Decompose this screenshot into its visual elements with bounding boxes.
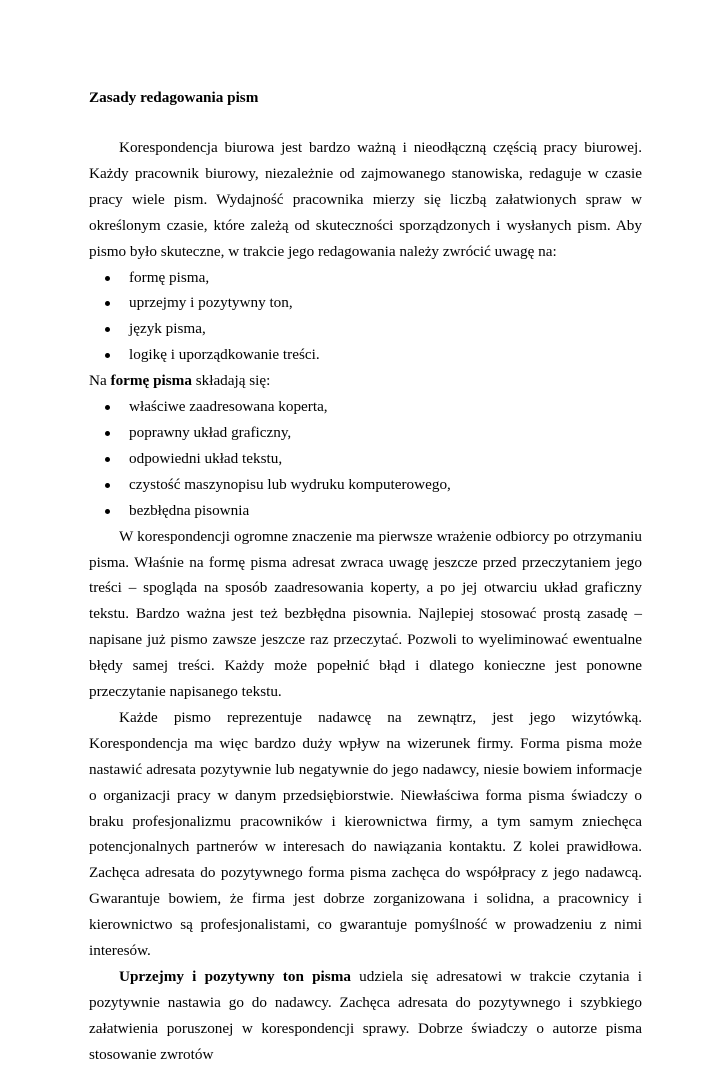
list-item: bezbłędna pisownia bbox=[89, 498, 642, 524]
bullet-icon bbox=[105, 353, 110, 358]
tone-bold-term: Uprzejmy i pozytywny ton pisma bbox=[119, 968, 351, 985]
form-elements-list bbox=[89, 394, 642, 524]
list-item: właściwe zaadresowana koperta, bbox=[89, 394, 642, 420]
list-item: język pisma, bbox=[89, 316, 642, 342]
document-title: Zasady redagowania pism bbox=[89, 89, 259, 106]
list-item: odpowiedni układ tekstu, bbox=[89, 446, 642, 472]
bullet-icon bbox=[105, 483, 110, 488]
list-item: logikę i uporządkowanie treści. bbox=[89, 342, 642, 368]
bullet-icon bbox=[105, 509, 110, 514]
form-heading-line: Na formę pisma składają się: bbox=[89, 372, 271, 390]
first-impression-paragraph: W korespondencji ogromne znaczenie ma pierwsze wrażenie odbiorcy po otrzymaniu pisma. Właśnie na formę pisma adresat zwraca uwagę jeszcze przed przeczytaniem jego treści – spogląda na sposób zaadresowania koperty, a po jej otwarciu układ graficzny tekstu. Bardzo ważna jest też bezbłędna pisownia. Najlepiej stosować prostą zasadę – napisane już pismo zawsze jeszcze raz przeczytać. Pozwoli to wyeliminować ewentualne błędy samej treści. Każdy może popełnić błąd i dlatego konieczne jest ponowne przeczytanie napisanego tekstu. bbox=[89, 527, 642, 701]
aspects-list bbox=[89, 265, 642, 369]
form-bold-term: formę pisma bbox=[110, 372, 192, 390]
tone-paragraph: Uprzejmy i pozytywny ton pisma udziela się adresatowi w trakcie czytania i pozytywnie nastawia go do nadawcy. Zachęca adresata do pozytywnego i szybkiego załatwienia poruszonej w korespondencji sprawy. Dobrze świadczy o autorze pisma stosowanie zwrotów bbox=[89, 968, 642, 1063]
bullet-icon bbox=[105, 431, 110, 436]
list-item: formę pisma, bbox=[89, 265, 642, 291]
bullet-icon bbox=[105, 276, 110, 281]
intro-paragraph: Korespondencja biurowa jest bardzo ważną i nieodłączną częścią pracy biurowej. Każdy pracownik biurowy, niezależnie od zajmowanego stanowiska, redaguje w czasie pracy wiele pism. Wydajność pracownika mierzy się liczbą załatwionych spraw w określonym czasie, które zależą od skuteczności sporządzonych i wysłanych pism. Aby pismo było skuteczne, w trakcie jego redagowania należy zwrócić uwagę na: bbox=[89, 139, 642, 260]
bullet-icon bbox=[105, 301, 110, 306]
company-image-paragraph: Każde pismo reprezentuje nadawcę na zewnątrz, jest jego wizytówką. Korespondencja ma więc bardzo duży wpływ na wizerunek firmy. Forma pisma może nastawić adresata pozytywnie lub negatywnie do jego nadawcy, niesie bowiem informacje o organizacji pracy w danym przedsiębiorstwie. Niewłaściwa forma pisma świadczy o braku profesjonalizmu pracowników i kierownictwa firmy, a tym samym zniechęca potencjonalnych partnerów w interesach do nawiązania kontaktu. Z kolei prawidłowa. Zachęca adresata do pozytywnego forma pisma zachęca do współpracy z jego nadawcą. Gwarantuje bowiem, że firma jest dobrze zorganizowana i solidna, a pracownicy i kierownictwo są profesjonalistami, co gwarantuje pomyślność w prowadzeniu z nimi interesów. bbox=[89, 708, 642, 960]
bullet-icon bbox=[105, 457, 110, 462]
list-item: uprzejmy i pozytywny ton, bbox=[89, 290, 642, 316]
bullet-icon bbox=[105, 405, 110, 410]
list-item: poprawny układ graficzny, bbox=[89, 420, 642, 446]
bullet-icon bbox=[105, 327, 110, 332]
list-item: czystość maszynopisu lub wydruku komputerowego, bbox=[89, 472, 642, 498]
